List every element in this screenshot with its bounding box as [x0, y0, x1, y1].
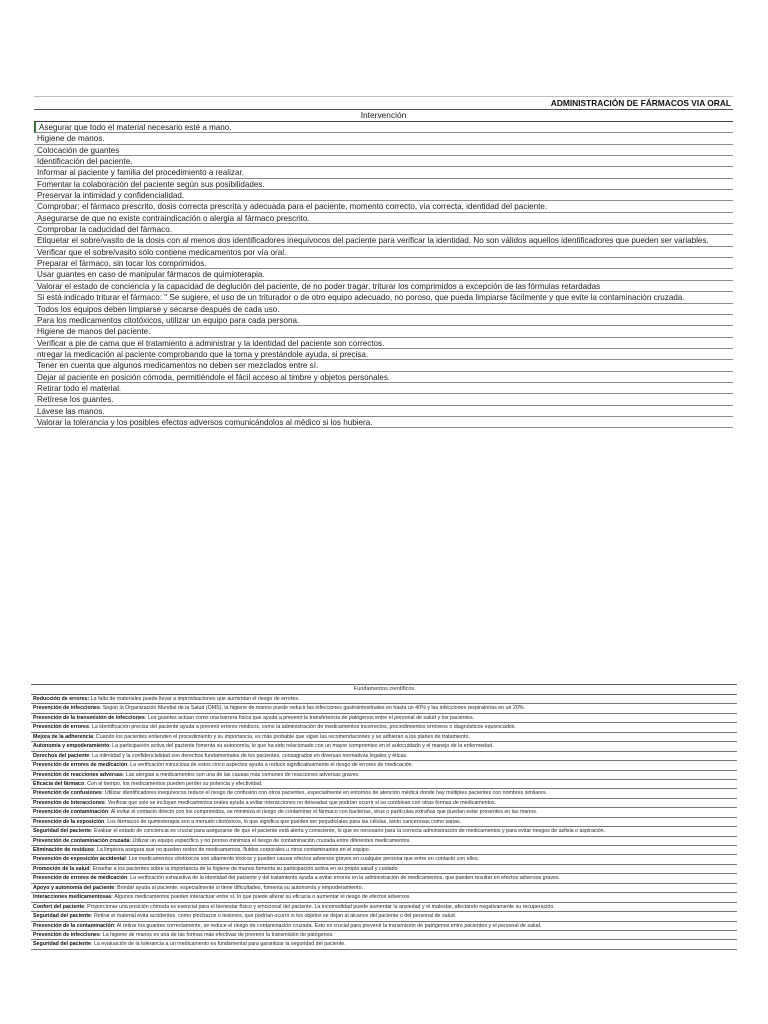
fundamento-label: Mejora de la adherencia	[33, 733, 94, 740]
fundamento-row	[31, 752, 737, 761]
intervention-row: Valorar la tolerancia y los posibles efectos adversos comunicándolos al médico si los hubiera.	[34, 417, 733, 428]
fundamento-text: : Enseñar a los pacientes sobre la importancia de la higiene de manos fomenta su participación activa en su propia salud y cuidado	[89, 865, 398, 872]
fundamento-label: Prevención de confusiones	[33, 790, 102, 797]
fundamento-row	[31, 874, 737, 883]
fundamento-text: La falta de materiales puede llevar a improvisaciones que aumentan el riesgo de errores.	[89, 696, 300, 702]
fundamento-row	[31, 855, 737, 864]
fundamento-text: : Retirar el material evita accidentes, como pinchazos o lesiones, que podrían ocurrir si los objetos se dejan al alcance del paciente o del personal de salud.	[91, 913, 457, 920]
fundamento-text: : Brindar ayuda al paciente, especialmente si tiene dificultades, fomenta su autonomía y empoderamiento.	[114, 884, 364, 891]
fundamento-text: : Con el tiempo, los medicamentos pueden perder su potencia y efectividad.	[84, 780, 263, 787]
fundamento-row	[31, 846, 737, 855]
intervention-row: Verificar que el sobre/vasito sólo contiene medicamentos por vía oral.	[34, 247, 733, 258]
fundamento-row	[31, 940, 737, 949]
fundamento-label: Apoyo y autonomía del paciente	[33, 884, 115, 891]
fundamento-row	[31, 714, 737, 723]
fundamento-label: Prevención de contaminación cruzada	[33, 837, 130, 844]
fundamento-label: Interacciones medicamentosas	[33, 894, 112, 901]
fundamento-label: Seguridad del paciente	[33, 828, 91, 835]
intervention-row: Asegurarse de que no existe contraindicación o alergia al fármaco prescrito.	[34, 213, 733, 224]
fundamento-label: Eficacia del fármaco	[33, 780, 85, 787]
fundamento-row	[31, 723, 737, 732]
intervention-row: Informar al paciente y familia del procedimiento a realizar.	[34, 167, 733, 178]
fundamento-text: : Al retirar los guantes correctamente, se reduce el riesgo de contaminación cruzada. Esto es crucial para prevenir la transmisión de patógenos entre pacientes y el personal de salud.	[113, 922, 542, 929]
intervention-row: Si está indicado triturar el fármaco: " Se sugiere, el uso de un triturador o de otro equipo adecuado, no poroso, que pueda limpiarse fácilmente y que evite la contaminación cruzada.	[34, 292, 733, 303]
fundamento-label: Seguridad del paciente	[33, 913, 91, 920]
fundamento-text: : Evaluar el estado de conciencia es crucial para asegurarse de que el paciente está alerta y consciente, lo que es necesario para la correcta administración de medicamentos y para evitar riesgos de asfixia o aspiración.	[91, 828, 606, 835]
intervention-row: Tener en cuenta que algunos medicamentos no deben ser mezclados entre sí.	[34, 360, 733, 371]
intervention-row: Identificación del paciente.	[34, 156, 733, 167]
fundamento-text: : Las alergias a medicamentos son una de las causas más comunes de reacciones adversas graves.	[122, 771, 360, 778]
fundamento-label: Derechos del paciente	[33, 752, 90, 759]
fundamento-label: Prevención de la transmisión de infecciones	[33, 714, 145, 721]
column-header-fundamentos: Fundamentos científicos	[31, 684, 737, 695]
intervention-row: Fomentar la colaboración del paciente según sus posibilidades.	[34, 179, 733, 190]
fundamento-label: Prevención de infecciones	[33, 931, 100, 938]
intervention-table	[34, 96, 733, 428]
intervention-row: Preservar la intimidad y confidencialidad.	[34, 190, 733, 201]
fundamento-text: : La verificación exhaustiva de la identidad del paciente y del tratamiento ayuda a evitar errores en la administración de medicamentos, que pueden resultar en efectos adversos graves.	[127, 875, 561, 882]
fundamento-text: : Verificar que solo se incluyan medicamentos orales ayuda a evitar interacciones no deseadas que podrían ocurrir si se combinan con otras formas de medicamentos.	[104, 799, 497, 806]
fundamento-row	[31, 733, 737, 742]
intervention-row: Para los medicamentos citotóxicos, utilizar un equipo para cada persona.	[34, 315, 733, 326]
fundamento-row	[31, 818, 737, 827]
fundamento-row	[31, 780, 737, 789]
fundamento-row	[31, 903, 737, 912]
intervention-row: Retírese los guantes.	[34, 394, 733, 405]
fundamento-text: : Utilizar un equipo específico y no poroso minimiza el riesgo de contaminación cruzada entre diferentes medicamentos.	[129, 837, 411, 844]
fundamento-text: : La participación activa del paciente fomenta su autonomía, lo que ha sido relacionado con un mayor compromiso en el autocuidado y el manejo de la enfermedad.	[109, 743, 494, 750]
fundamento-row	[31, 893, 737, 902]
intervention-row: Dejar al paciente en posición cómoda, permitiéndole el fácil acceso al timbre y objetos personales.	[34, 372, 733, 383]
fundamento-row	[31, 704, 737, 713]
intervention-row: Verificar a pie de cama que el tratamiento a administrar y la identidad del paciente son correctos.	[34, 338, 733, 349]
fundamento-row	[31, 922, 737, 931]
fundamento-row	[31, 827, 737, 836]
fundamento-text: : Algunos medicamentos pueden interactuar entre sí, lo que puede alterar su eficacia o aumentar el riesgo de efectos adversos.	[111, 894, 411, 901]
fundamento-row	[31, 912, 737, 921]
fundamento-row	[31, 761, 737, 770]
fundamento-label: Eliminación de residuos	[33, 847, 94, 853]
table-title: ADMINISTRACIÓN DE FÁRMACOS VIA ORAL	[34, 97, 733, 110]
fundamento-label: Prevención de la exposición	[33, 818, 105, 825]
fundamento-label: Promoción de la salud	[33, 865, 90, 872]
fundamento-text: : Los guantes actúan como una barrera física que ayuda a prevenir la transferencia de patógenos entre el personal de salud y los pacientes.	[144, 714, 475, 721]
intervention-row: Higiene de manos del paciente.	[34, 326, 733, 337]
fundamento-label: Prevención de interacciones	[33, 799, 105, 806]
fundamento-row	[31, 799, 737, 808]
fundamento-text: : Los fármacos de quimioterapia son a menudo citotóxicos, lo que significa que pueden ser perjudiciales para las células, tanto cancerosas como sanas.	[104, 818, 462, 825]
intervention-row: Preparar el fármaco, sin tocar los comprimidos.	[34, 258, 733, 269]
fundamento-row	[31, 837, 737, 846]
fundamento-label: Prevención de reacciones adversas	[33, 771, 123, 778]
fundamento-text: : La limpieza asegura que no queden restos de medicamentos, fluidos corporales u otros contaminantes en el equipo.	[93, 847, 371, 853]
fundamento-row	[31, 742, 737, 751]
fundamento-label: Prevención de errores	[33, 724, 89, 731]
intervention-rows	[34, 122, 733, 428]
fundamentos-rows	[31, 695, 737, 950]
intervention-row: Colocación de guantes	[34, 145, 733, 156]
fundamento-text: : La identificación precisa del paciente ayuda a prevenir errores médicos, como la administración de medicamentos incorrectos, procedimientos erróneos o diagnósticos equivocados.	[88, 724, 516, 731]
fundamento-label: Prevención de exposición accidental	[33, 856, 126, 863]
fundamento-label: Prevención de la contaminación	[33, 922, 114, 929]
intervention-row: Asegurar que todo el material necesario esté a mano.	[34, 122, 733, 133]
intervention-row: Valorar el estado de conciencia y la capacidad de deglución del paciente, de no poder tragar, triturar los comprimidos a excepción de las fórmulas retardadas	[34, 281, 733, 292]
fundamento-row	[31, 771, 737, 780]
fundamento-row	[31, 695, 737, 704]
column-header-intervencion: Intervención	[34, 110, 733, 122]
intervention-row: Higiene de manos.	[34, 133, 733, 144]
fundamento-label: Prevención de infecciones	[33, 705, 100, 712]
fundamento-label: Confort del paciente	[33, 903, 85, 910]
fundamento-text: : Según la Organización Mundial de la Salud (OMS), la higiene de manos puede reducir las infecciones gastrointestinales en hasta un 40% y las infecciones respiratorias en un 20%.	[99, 705, 526, 712]
fundamento-row	[31, 808, 737, 817]
fundamento-text: : Proporcionar una posición cómoda es esencial para el bienestar físico y emocional del paciente. La incomodidad puede aumentar la ansiedad y el malestar, afectando negativamente su recuperación.	[84, 903, 555, 910]
fundamento-row	[31, 931, 737, 940]
fundamento-label: Reducción de errores:	[33, 696, 90, 702]
fundamento-text: : La evaluación de la tolerancia a un medicamento es fundamental para garantizar la seguridad del paciente.	[91, 941, 346, 948]
fundamento-label: Prevención de errores de medicación	[33, 762, 128, 769]
fundamento-row	[31, 789, 737, 798]
fundamento-text: : Los medicamentos citotóxicos son altamente tóxicos y pueden causar efectos adversos graves en cualquier persona que entre en contacto con ellos.	[125, 856, 480, 863]
fundamentos-table	[31, 684, 737, 950]
fundamento-label: Prevención de errores de medicación	[33, 875, 128, 882]
intervention-row: Lávese las manos.	[34, 406, 733, 417]
intervention-row: Usar guantes en caso de manipular fármacos de quimioterapia.	[34, 269, 733, 280]
fundamento-label: Prevención de contaminación	[33, 809, 109, 816]
fundamento-text: : La verificación minuciosa de estos cinco aspectos ayuda a reducir significativamente el riesgo de errores de medicación.	[127, 762, 414, 769]
intervention-row: Todos los equipos deben limpiarse y secarse después de cada uso.	[34, 304, 733, 315]
intervention-row: ntregar la medicación al paciente comprobando que la toma y prestándole ayuda, si precisa.	[34, 349, 733, 360]
fundamento-text: : Utilizar identificadores inequívocos reduce el riesgo de confusión con otros pacientes, especialmente en entornos de atención médica donde hay múltiples pacientes con nombres similares.	[101, 790, 548, 797]
fundamento-text: : Al evitar el contacto directo con los comprimidos, se minimiza el riesgo de contaminar el fármaco con bacterias, virus o partículas extrañas que puedan estar presentes en las manos.	[108, 809, 538, 816]
fundamento-label: Seguridad del paciente	[33, 941, 91, 948]
intervention-row: Retirar todo el material.	[34, 383, 733, 394]
fundamento-text: : La higiene de manos es una de las formas más efectivas de prevenir la transmisión de patógenos.	[99, 931, 334, 938]
fundamento-text: : Cuando los pacientes entienden el procedimiento y su importancia, es más probable que sigan las recomendaciones y se adhieran a los planes de tratamiento.	[93, 733, 470, 740]
fundamento-row	[31, 884, 737, 893]
fundamento-row	[31, 865, 737, 874]
intervention-row: Comprobar la caducidad del fármaco.	[34, 224, 733, 235]
intervention-row: Comprobar: el fármaco prescrito, dosis correcta prescrita y adecuada para el paciente, momento correcto, vía correcta, identidad del paciente.	[34, 201, 733, 212]
intervention-row: Etiquetar el sobre/vasito de la dosis con al menos dos identificadores inequívocos del paciente para verificar la identidad. No son válidos aquellos identificadores que pueden ser variables.	[34, 235, 733, 246]
fundamento-label: Autonomía y empoderamiento	[33, 743, 110, 750]
fundamento-text: : La intimidad y la confidencialidad son derechos fundamentales de los pacientes, consagrados en diversas normativas legales y éticas.	[89, 752, 408, 759]
